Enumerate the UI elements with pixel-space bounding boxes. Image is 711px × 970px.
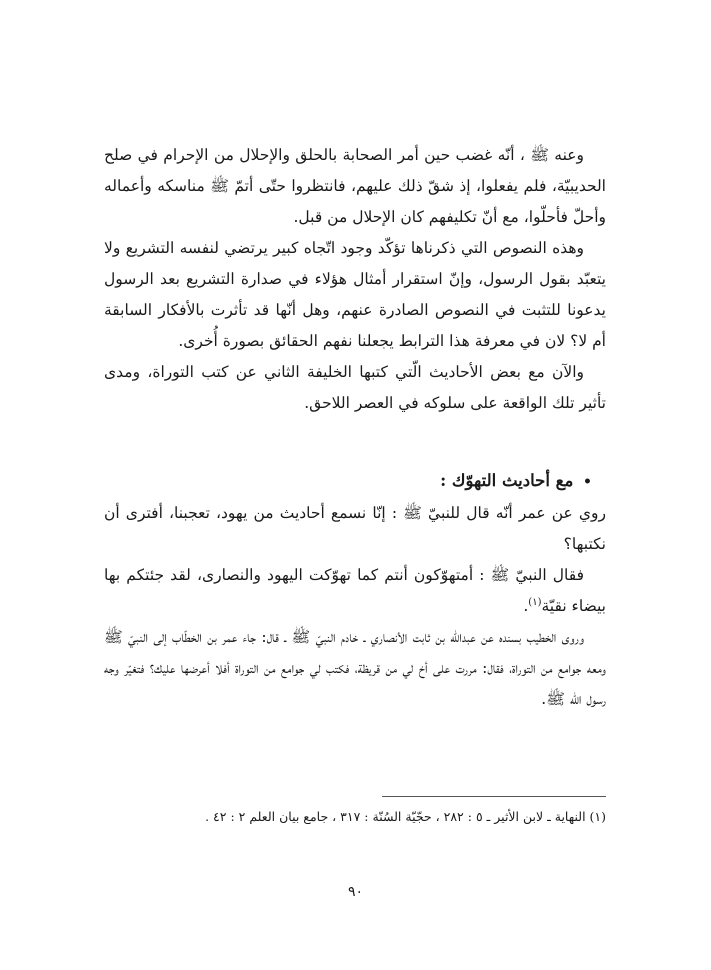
section-paragraph-3: وروى الخطيب بسنده عن عبدالله بن ثابت الأنصاري ـ خادم النبيّ ﷺ ـ قال: جاء عمر بن الخطّاب إلى النبيّ ﷺ ومعه جوامع من التوراة، فقال: مررت على أخ لي من قريظة، فكتب لي جوامع من التوراة أفلا أعرضها عليك؟ فتغيّر وجه رسول الله ﷺ. [104, 628, 606, 708]
page-number: ٩٠ [347, 884, 364, 900]
paragraph-2: وهذه النصوص التي ذكرناها تؤكّد وجود اتّجاه كبير يرتضي لنفسه التشريع ولا يتعبّد بقول الرسول، وإنّ استقرار أمثال هؤلاء في صدارة التشريع بعد الرسول يدعونا للتثبت في النصوص الصادرة عنهم، وهل أنّها قد تأثرت بالأفكار السابقة أم لا؟ لان في معرفة هذا الترابط يجعلنا نفهم الحقائق بصورة أُخرى. [104, 239, 606, 350]
section-paragraphs [104, 498, 606, 715]
page-body [104, 140, 606, 715]
top-paragraphs [104, 140, 606, 419]
paragraph-3: والآن مع بعض الأحاديث الّتي كتبها الخليفة الثاني عن كتب التوراة، ومدى تأثير تلك الواقعة على سلوكه في العصر اللاحق. [104, 363, 606, 412]
footnote: (١) النهاية ـ لابن الأثير ـ ٥ : ٢٨٢ ، حجّيّة السُنّة : ٣١٧ ، جامع بيان العلم ٢ : ٤٢ . [205, 809, 606, 824]
footnote-reference[interactable]: (١) [528, 596, 542, 608]
section-paragraph-2-end: . [523, 597, 529, 615]
section-heading-text: مع أحاديث التهوّك : [440, 471, 574, 490]
section-paragraph-2 [104, 560, 606, 622]
bullet-icon: • [583, 474, 592, 490]
paragraph-1: وعنه ﷺ ، أنّه غضب حين أمر الصحابة بالحلق والإحلال من الإحرام في صلح الحديبيّة، فلم يفعلوا، إذ شقّ ذلك عليهم، فانتظروا حتّى أتمّ ﷺ مناسكه وأعماله وأحلّ فأحلّوا، مع أنّ تكليفهم كان الإحلال من قبل. [104, 146, 606, 226]
section-heading [104, 465, 606, 498]
footnote-divider [382, 796, 606, 797]
section-paragraph-1: روي عن عمر أنّه قال للنبيّ ﷺ : إنّا نسمع أحاديث من يهود، تعجبنا، أفترى أن نكتبها؟ [104, 504, 606, 553]
section-paragraph-2-text: فقال النبيّ ﷺ : أمتهوّكون أنتم كما تهوّكت اليهود والنصارى، لقد جئتكم بها بيضاء نقيّة [104, 566, 606, 615]
